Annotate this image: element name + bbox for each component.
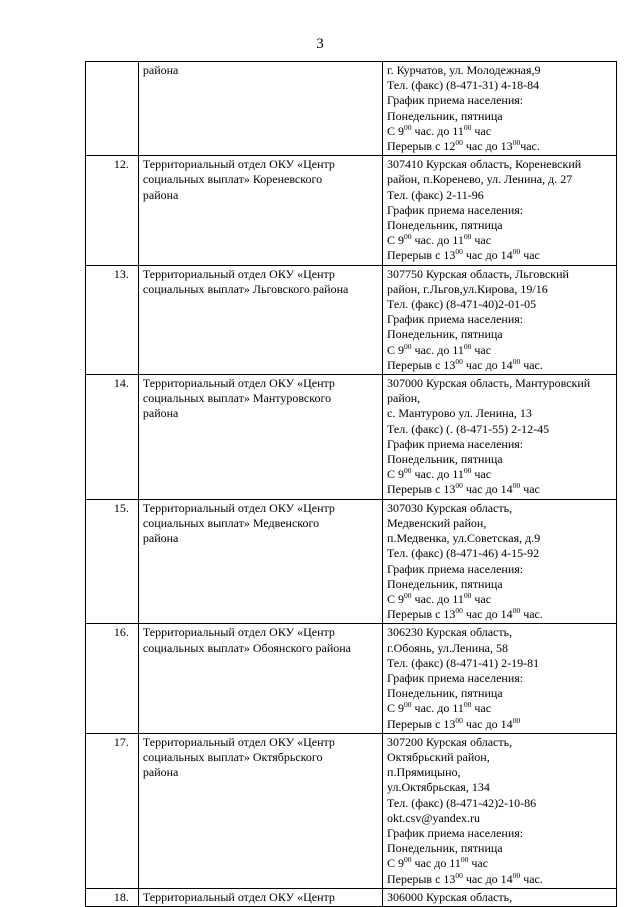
office-address-cell bbox=[383, 156, 617, 265]
schedule-text: час bbox=[471, 342, 492, 357]
schedule-text: С 9 bbox=[387, 701, 405, 716]
time-minutes: 00 bbox=[404, 590, 412, 600]
time-minutes: 00 bbox=[404, 700, 412, 710]
schedule-text: Перерыв с 13 bbox=[387, 871, 456, 886]
address-line: район, п.Коренево, ул. Ленина, д. 27 bbox=[387, 172, 573, 187]
table-row bbox=[86, 375, 617, 500]
office-name-cell bbox=[138, 499, 382, 624]
office-name-line: социальных выплат» Льговского района bbox=[142, 281, 349, 296]
schedule-text: час до 11 bbox=[411, 856, 461, 871]
office-address-cell bbox=[383, 624, 617, 733]
row-number: 17. bbox=[86, 733, 139, 888]
schedule-text: час до 14 bbox=[462, 357, 513, 372]
office-name-line: района bbox=[142, 406, 179, 421]
schedule-text: час. bbox=[520, 871, 543, 886]
table-row bbox=[86, 62, 617, 156]
schedule-line bbox=[387, 248, 613, 263]
schedule-line bbox=[387, 139, 613, 154]
schedule-line bbox=[387, 343, 613, 358]
row-number: 16. bbox=[86, 624, 139, 733]
address-line: Понедельник, пятница bbox=[387, 327, 503, 342]
schedule-line bbox=[387, 856, 613, 871]
schedule-line bbox=[387, 482, 613, 497]
offices-table-body bbox=[86, 62, 617, 907]
office-name-cell bbox=[138, 375, 382, 500]
row-number bbox=[86, 62, 139, 156]
schedule-text: Перерыв с 12 bbox=[387, 139, 456, 154]
address-line: График приема населения: bbox=[387, 825, 524, 840]
time-minutes: 00 bbox=[460, 855, 469, 865]
row-number: 18. bbox=[86, 888, 139, 906]
office-address-cell bbox=[383, 888, 617, 906]
schedule-text: С 9 bbox=[387, 123, 405, 138]
schedule-line bbox=[387, 124, 613, 139]
schedule-line bbox=[387, 592, 613, 607]
schedule-line bbox=[387, 607, 613, 622]
schedule-text: Перерыв с 13 bbox=[387, 607, 456, 622]
address-line: Тел. (факс) (8-471-40)2-01-05 bbox=[387, 297, 537, 312]
schedule-text: Перерыв с 13 bbox=[387, 716, 456, 731]
schedule-text: С 9 bbox=[387, 342, 405, 357]
office-name-cell bbox=[138, 733, 382, 888]
row-number: 13. bbox=[86, 265, 139, 374]
time-minutes: 00 bbox=[463, 122, 472, 132]
address-line: г.Обоянь, ул.Ленина, 58 bbox=[387, 640, 508, 655]
schedule-line bbox=[387, 717, 613, 732]
table-row bbox=[86, 733, 617, 888]
address-line: 307030 Курская область, bbox=[387, 500, 513, 515]
office-name-line: района bbox=[142, 531, 179, 546]
schedule-text: час. до 11 bbox=[411, 467, 464, 482]
address-line: График приема населения: bbox=[387, 202, 524, 217]
schedule-text: час. до 11 bbox=[411, 233, 464, 248]
time-minutes: 00 bbox=[463, 466, 472, 476]
address-line: район, г.Льгов,ул.Кирова, 19/16 bbox=[387, 281, 548, 296]
time-minutes: 00 bbox=[455, 356, 463, 366]
time-minutes: 00 bbox=[404, 855, 412, 865]
office-name-line: социальных выплат» Обоянского района bbox=[142, 640, 351, 655]
schedule-line bbox=[387, 872, 613, 887]
time-minutes: 00 bbox=[512, 138, 521, 148]
table-row bbox=[86, 888, 617, 906]
schedule-text: Перерыв с 13 bbox=[387, 482, 456, 497]
office-name-line: социальных выплат» Октябрьского bbox=[142, 749, 323, 764]
office-name-line: социальных выплат» Медвенского bbox=[142, 515, 320, 530]
schedule-text: С 9 bbox=[387, 591, 405, 606]
office-address-cell bbox=[383, 499, 617, 624]
time-minutes: 00 bbox=[463, 700, 472, 710]
office-name-line: Территориальный отдел ОКУ «Центр bbox=[142, 500, 335, 515]
office-name-line: района bbox=[142, 63, 179, 77]
row-number: 15. bbox=[86, 499, 139, 624]
address-line: с. Мантурово ул. Ленина, 13 bbox=[387, 406, 532, 421]
address-line: п.Прямицыно, bbox=[387, 765, 461, 780]
schedule-text: час до 14 bbox=[462, 871, 513, 886]
address-line: 307000 Курская область, Мантуровский bbox=[387, 376, 591, 391]
office-address-cell bbox=[383, 62, 617, 156]
table-row bbox=[86, 624, 617, 733]
address-line: п.Медвенка, ул.Советская, д.9 bbox=[387, 531, 541, 546]
office-name-cell bbox=[138, 888, 382, 906]
office-name-line: Территориальный отдел ОКУ «Центр bbox=[142, 889, 335, 904]
schedule-text: час. bbox=[520, 357, 543, 372]
address-line: Понедельник, пятница bbox=[387, 841, 503, 856]
address-line: okt.csv@yandex.ru bbox=[387, 810, 481, 825]
address-line: Тел. (факс) (8-471-46) 4-15-92 bbox=[387, 546, 540, 561]
schedule-text: час bbox=[471, 591, 492, 606]
time-minutes: 00 bbox=[512, 247, 521, 257]
time-minutes: 00 bbox=[404, 232, 412, 242]
schedule-text: час bbox=[471, 701, 492, 716]
office-name-line: Территориальный отдел ОКУ «Центр bbox=[142, 734, 335, 749]
address-line: Понедельник, пятница bbox=[387, 108, 503, 123]
schedule-text: час bbox=[471, 467, 492, 482]
office-name-line: социальных выплат» Мантуровского bbox=[142, 391, 332, 406]
time-minutes: 00 bbox=[404, 122, 412, 132]
address-line: Понедельник, пятница bbox=[387, 218, 503, 233]
schedule-text: час bbox=[520, 482, 540, 497]
address-line: г. Курчатов, ул. Молодежная,9 bbox=[387, 63, 541, 77]
address-line: 306230 Курская область, bbox=[387, 625, 513, 640]
schedule-text: час до 13 bbox=[462, 139, 513, 154]
address-line: График приема населения: bbox=[387, 670, 524, 685]
address-line: Тел. (факс) (8-471-41) 2-19-81 bbox=[387, 655, 540, 670]
table-row bbox=[86, 265, 617, 374]
office-name-line: района bbox=[142, 187, 179, 202]
schedule-line bbox=[387, 701, 613, 716]
office-address-cell bbox=[383, 733, 617, 888]
address-line: Тел. (факс) (. (8-471-55) 2-12-45 bbox=[387, 421, 550, 436]
office-address-cell bbox=[383, 375, 617, 500]
time-minutes: 00 bbox=[455, 481, 463, 491]
schedule-text: час bbox=[471, 123, 492, 138]
office-name-line: Территориальный отдел ОКУ «Центр bbox=[142, 266, 335, 281]
time-minutes: 00 bbox=[463, 341, 472, 351]
office-name-cell bbox=[138, 62, 382, 156]
office-name-cell bbox=[138, 624, 382, 733]
schedule-text: час. до 11 bbox=[411, 342, 464, 357]
address-line: Понедельник, пятница bbox=[387, 576, 503, 591]
time-minutes: 00 bbox=[512, 606, 521, 616]
address-line: 307750 Курская область, Льговский bbox=[387, 266, 569, 281]
time-minutes: 00 bbox=[512, 481, 521, 491]
time-minutes: 00 bbox=[404, 466, 412, 476]
schedule-line bbox=[387, 233, 613, 248]
office-name-line: Территориальный отдел ОКУ «Центр bbox=[142, 157, 335, 172]
address-line: Понедельник, пятница bbox=[387, 686, 503, 701]
offices-table bbox=[85, 61, 617, 907]
schedule-text: час bbox=[468, 856, 489, 871]
schedule-text: час. bbox=[520, 139, 540, 154]
time-minutes: 00 bbox=[512, 715, 521, 725]
address-line: ул.Октябрьская, 134 bbox=[387, 780, 490, 795]
schedule-text: час. bbox=[520, 607, 543, 622]
time-minutes: 00 bbox=[455, 870, 463, 880]
row-number: 12. bbox=[86, 156, 139, 265]
time-minutes: 00 bbox=[463, 590, 472, 600]
schedule-text: час. до 11 bbox=[411, 591, 464, 606]
schedule-text: С 9 bbox=[387, 467, 405, 482]
address-line: Тел. (факс) (8-471-31) 4-18-84 bbox=[387, 78, 540, 93]
schedule-text: час до 14 bbox=[462, 248, 513, 263]
office-name-cell bbox=[138, 265, 382, 374]
time-minutes: 00 bbox=[455, 715, 463, 725]
schedule-text: час bbox=[520, 248, 540, 263]
table-row bbox=[86, 499, 617, 624]
schedule-text: час bbox=[471, 233, 492, 248]
time-minutes: 00 bbox=[455, 606, 463, 616]
schedule-text: Перерыв с 13 bbox=[387, 357, 456, 372]
office-name-line: района bbox=[142, 765, 179, 780]
time-minutes: 00 bbox=[512, 870, 521, 880]
schedule-text: час. до 11 bbox=[411, 123, 464, 138]
time-minutes: 00 bbox=[512, 356, 521, 366]
time-minutes: 00 bbox=[455, 138, 463, 148]
office-name-line: Территориальный отдел ОКУ «Центр bbox=[142, 376, 335, 391]
schedule-line bbox=[387, 467, 613, 482]
office-address-cell bbox=[383, 265, 617, 374]
schedule-text: С 9 bbox=[387, 856, 405, 871]
page-number: 3 bbox=[316, 36, 324, 52]
address-line: 306000 Курская область, bbox=[387, 889, 513, 904]
schedule-text: час до 14 bbox=[462, 482, 513, 497]
schedule-text: час до 14 bbox=[462, 716, 513, 731]
office-name-line: социальных выплат» Кореневского bbox=[142, 172, 323, 187]
office-name-line: Территориальный отдел ОКУ «Центр bbox=[142, 625, 335, 640]
address-line: Медвенский район, bbox=[387, 515, 487, 530]
time-minutes: 00 bbox=[404, 341, 412, 351]
row-number: 14. bbox=[86, 375, 139, 500]
address-line: Тел. (факс) 2-11-96 bbox=[387, 187, 484, 202]
address-line: Октябрьский район, bbox=[387, 749, 490, 764]
address-line: 307410 Курская область, Кореневский bbox=[387, 157, 582, 172]
time-minutes: 00 bbox=[455, 247, 463, 257]
address-line: График приема населения: bbox=[387, 436, 524, 451]
address-line: График приема населения: bbox=[387, 93, 524, 108]
schedule-line bbox=[387, 358, 613, 373]
table-row bbox=[86, 156, 617, 265]
address-line: Понедельник, пятница bbox=[387, 452, 503, 467]
address-line: График приема населения: bbox=[387, 312, 524, 327]
schedule-text: С 9 bbox=[387, 233, 405, 248]
time-minutes: 00 bbox=[463, 232, 472, 242]
schedule-text: час до 14 bbox=[462, 607, 513, 622]
address-line: Тел. (факс) (8-471-42)2-10-86 bbox=[387, 795, 537, 810]
address-line: 307200 Курская область, bbox=[387, 734, 513, 749]
schedule-text: час. до 11 bbox=[411, 701, 464, 716]
address-line: График приема населения: bbox=[387, 561, 524, 576]
address-line: район, bbox=[387, 391, 421, 406]
office-name-cell bbox=[138, 156, 382, 265]
schedule-text: Перерыв с 13 bbox=[387, 248, 456, 263]
